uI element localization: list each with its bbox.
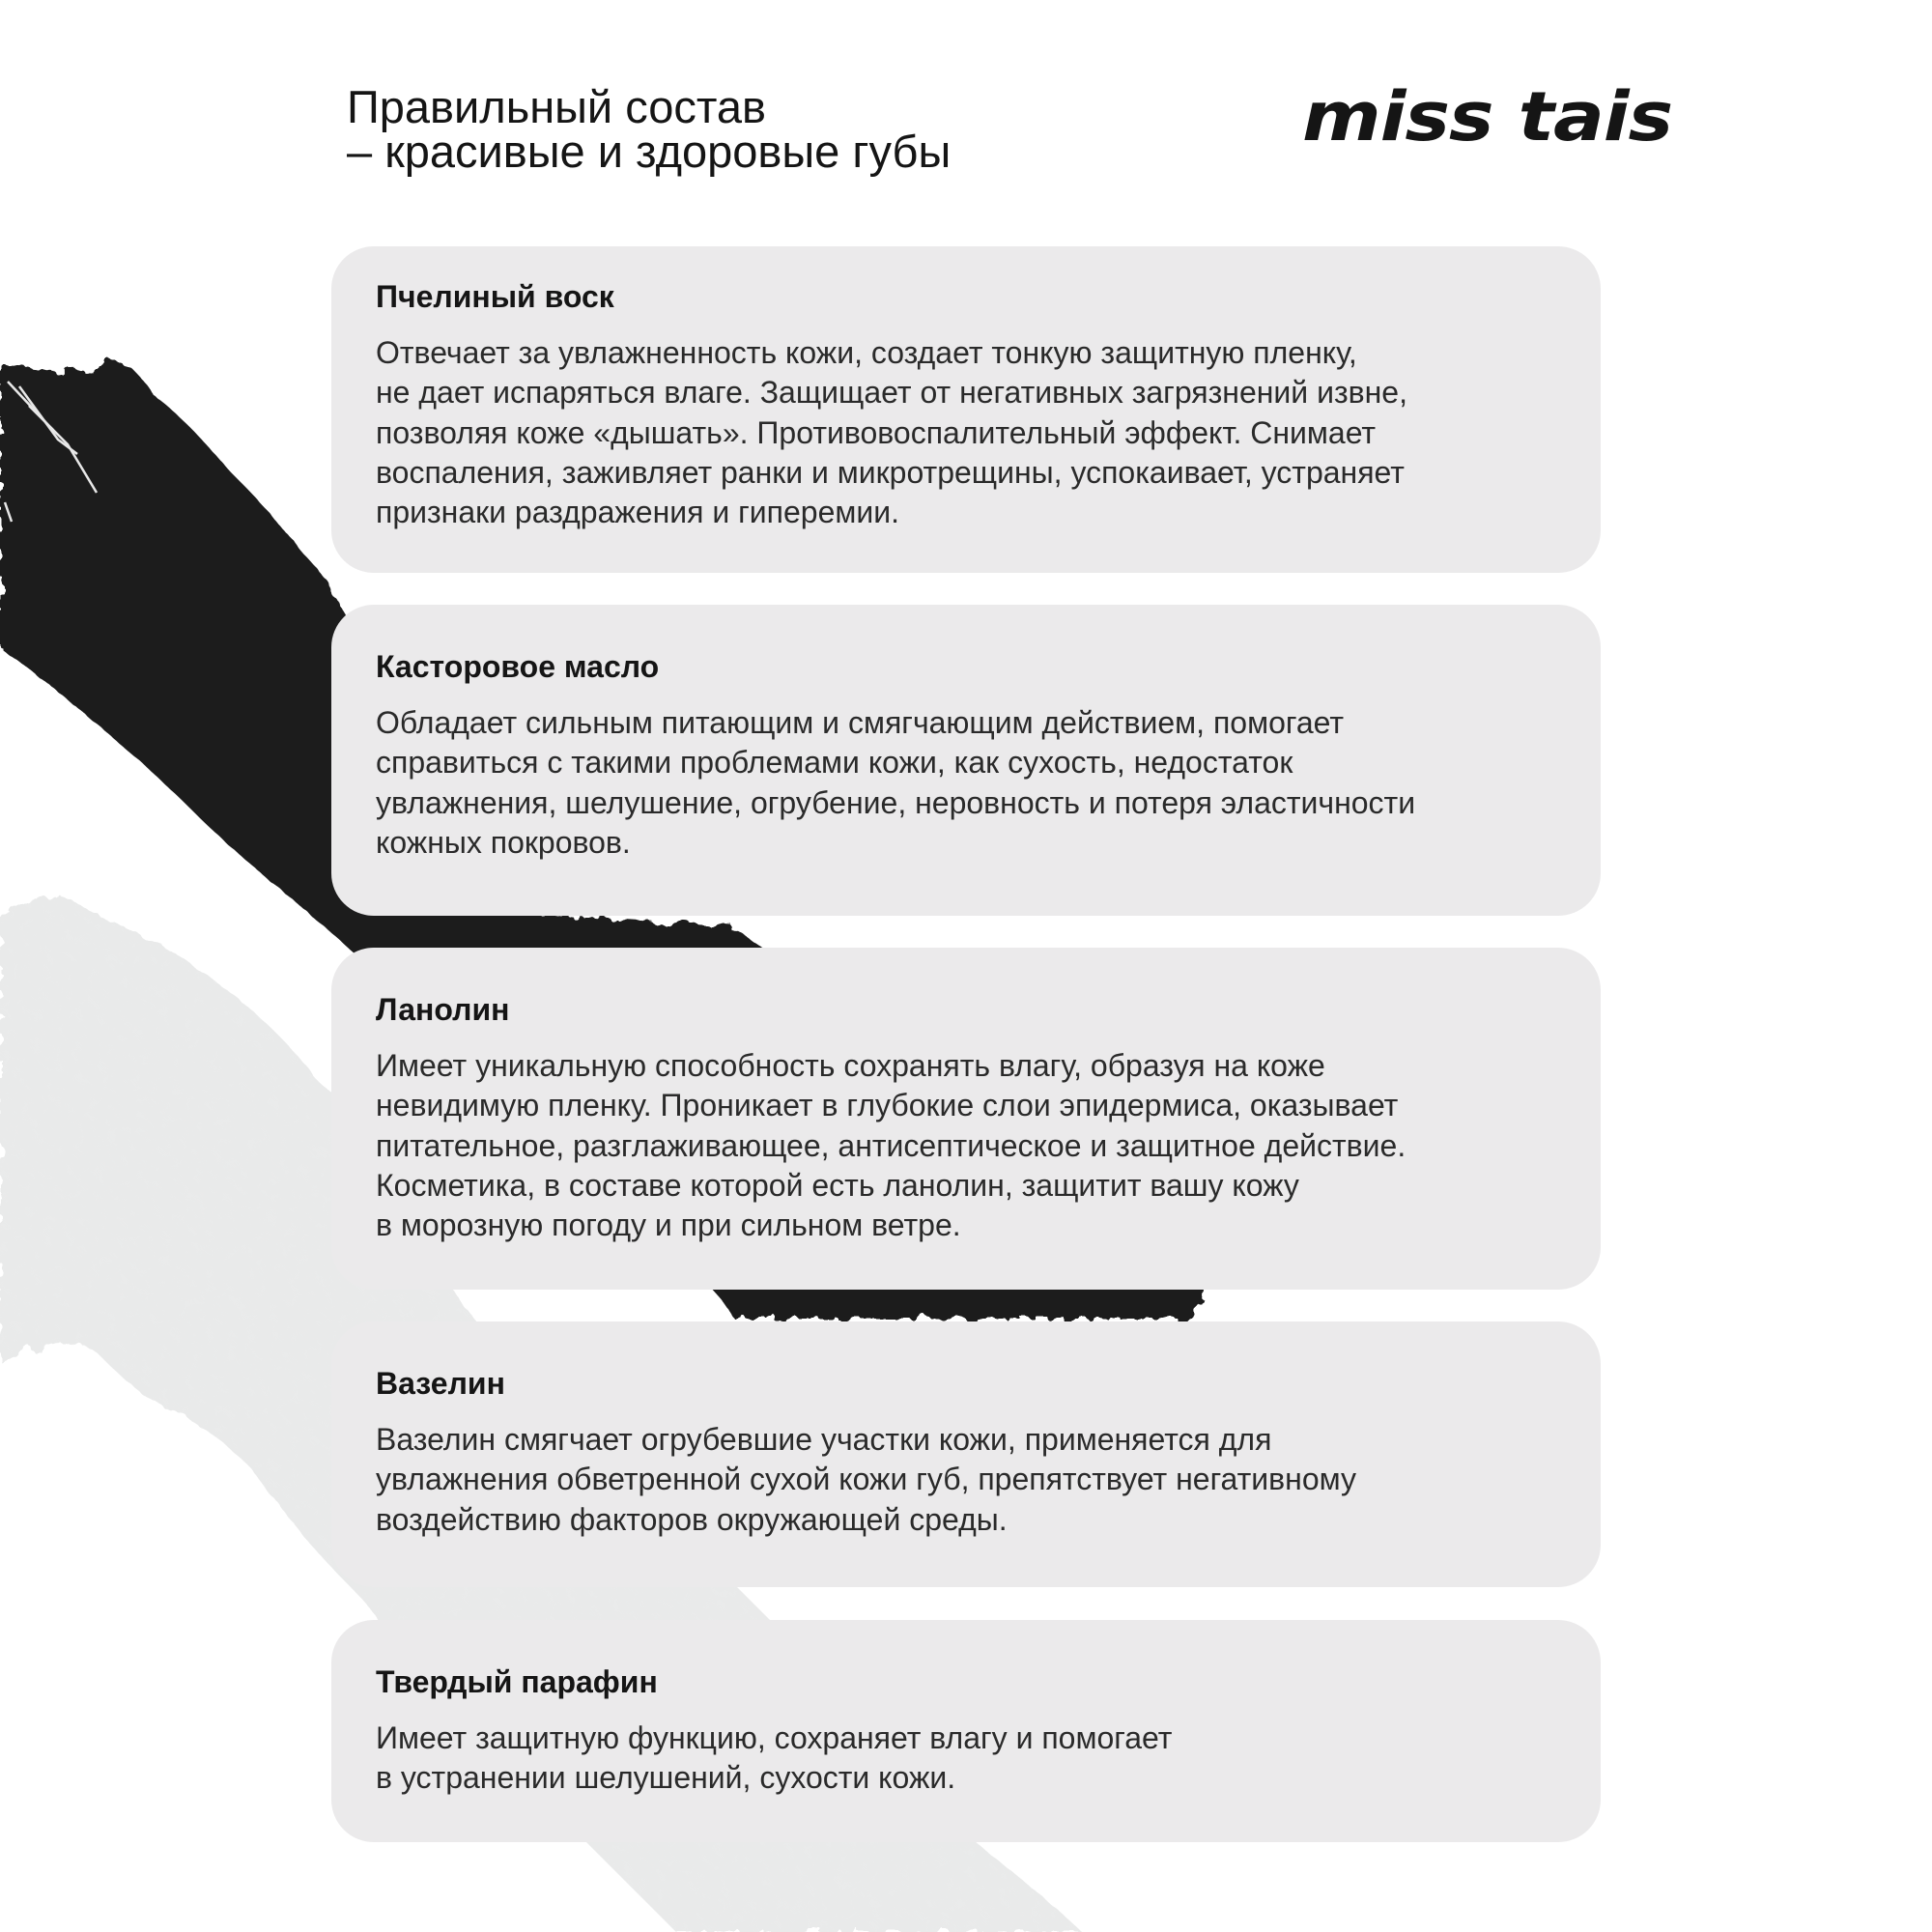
ingredient-card-paraffin [331, 1620, 1601, 1842]
ingredient-description: Отвечает за увлажненность кожи, создает тонкую защитную пленку, не дает испаряться влаге. Защищает от негативных загрязнений извне, позволяя коже «дышать». Противовоспалительный эффект. Снимает воспаления, заживляет ранки и микротрещины, успокаивает, устраняет признаки раздражения и гиперемии. [376, 335, 1407, 530]
ingredient-name: Касторовое масло [376, 649, 660, 684]
ingredient-card-lanolin [331, 948, 1601, 1290]
ingredient-name: Пчелиный воск [376, 279, 614, 314]
ingredient-description: Обладает сильным питающим и смягчающим действием, помогает справиться с такими проблемами кожи, как сухость, недостаток увлажнения, шелушение, огрубение, неровность и потеря эластичности кожных покровов. [376, 705, 1416, 860]
ingredient-name: Твердый парафин [376, 1664, 658, 1699]
page-title-line-2: – красивые и здоровые губы [347, 126, 952, 177]
ingredient-card-vaseline [331, 1321, 1601, 1587]
ingredient-card-castor-oil [331, 605, 1601, 916]
ingredient-description: Имеет уникальную способность сохранять влагу, образуя на коже невидимую пленку. Проникает в глубокие слои эпидермиса, оказывает питательное, разглаживающее, антисептическое и защитное действие. Косметика, в составе которой есть ланолин, защитит вашу кожу в морозную погоду и при сильном ветре. [376, 1048, 1406, 1243]
brand-logo: miss tais [1302, 77, 1673, 156]
page-title-line-1: Правильный состав [347, 81, 767, 132]
page-title [347, 81, 952, 177]
ingredient-card-beeswax [331, 246, 1601, 573]
ingredient-name: Ланолин [376, 992, 510, 1027]
ingredient-description: Вазелин смягчает огрубевшие участки кожи, применяется для увлажнения обветренной сухой кожи губ, препятствует негативному воздействию факторов окружающей среды. [376, 1422, 1356, 1537]
ingredient-name: Вазелин [376, 1366, 505, 1401]
ingredient-description: Имеет защитную функцию, сохраняет влагу и помогает в устранении шелушений, сухости кожи. [376, 1720, 1173, 1796]
